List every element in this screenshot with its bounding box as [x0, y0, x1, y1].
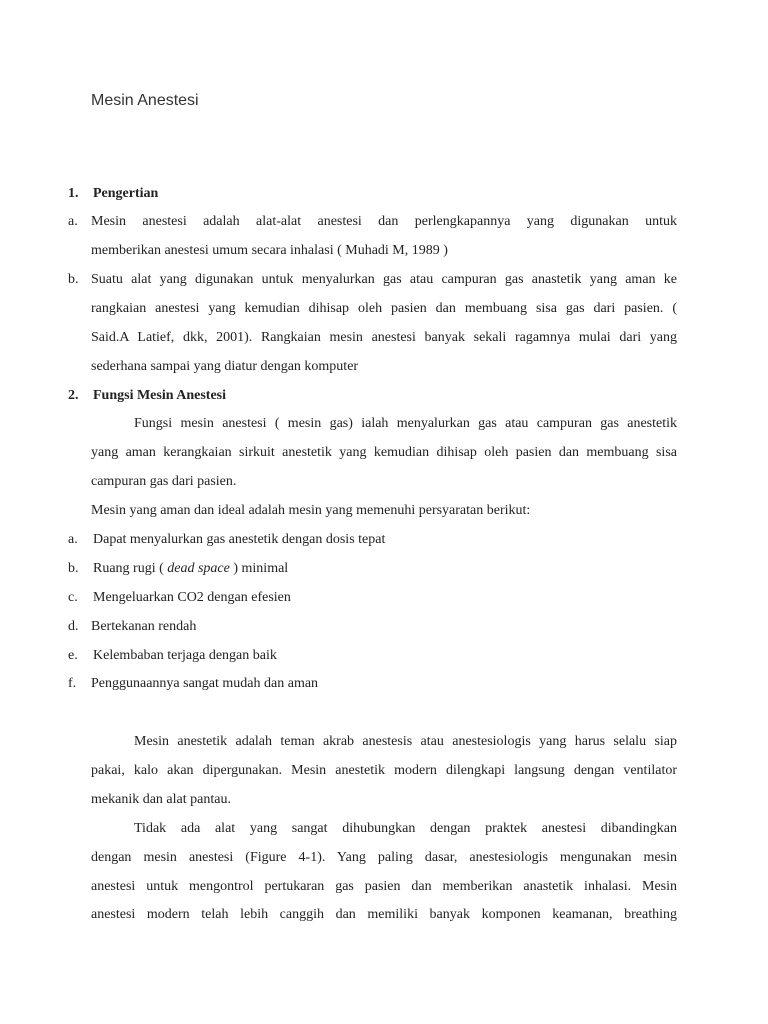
- list-item: [0, 558, 768, 580]
- list-marker: f.: [68, 676, 77, 691]
- paragraph-line: Suatu alat yang digunakan untuk menyalurkan gas atau campuran gas anastetik yang aman ke: [91, 272, 677, 287]
- paragraph-line: mekanik dan alat pantau.: [91, 792, 231, 807]
- text-line: [0, 240, 768, 262]
- list-item: [0, 645, 768, 667]
- section-heading-text: Fungsi Mesin Anestesi: [93, 388, 227, 403]
- text-line: [0, 500, 768, 522]
- document-title: Mesin Anestesi: [91, 92, 199, 109]
- list-item-text: Dapat menyalurkan gas anestetik dengan dosis tepat: [93, 532, 386, 547]
- list-item-text-after: ) minimal: [229, 561, 289, 576]
- list-item: [0, 529, 768, 551]
- list-marker: b.: [68, 272, 79, 287]
- text-line: [0, 356, 768, 378]
- list-item-text: Bertekanan rendah: [91, 619, 197, 634]
- paragraph-line: pakai, kalo akan dipergunakan. Mesin anestetik modern dilengkapi langsung dengan ventilator: [91, 763, 677, 778]
- text-line: [0, 760, 768, 782]
- text-line: [0, 442, 768, 464]
- list-item-text-before: Ruang rugi (: [93, 561, 168, 576]
- paragraph-line: yang aman kerangkaian sirkuit anestetik yang kemudian dihisap oleh pasien dan membuang sisa: [91, 445, 677, 460]
- paragraph-line: sederhana sampai yang diatur dengan komputer: [91, 359, 359, 374]
- text-line: [0, 298, 768, 320]
- paragraph-line: Mesin anestesi adalah alat-alat anestesi dan perlengkapannya yang digunakan untuk: [91, 214, 677, 229]
- paragraph-line: campuran gas dari pasien.: [91, 474, 237, 489]
- list-item-text: Penggunaannya sangat mudah dan aman: [91, 676, 319, 691]
- text-line: [0, 731, 768, 753]
- section-number: 2.: [68, 388, 79, 403]
- text-line: [0, 789, 768, 811]
- italic-term: dead space: [167, 561, 230, 576]
- section-2-heading: [0, 385, 768, 407]
- section-1-heading: [0, 183, 768, 205]
- paragraph-line: rangkaian anestesi yang kemudian dihisap oleh pasien dan membuang sisa gas dari pasien. (: [91, 301, 677, 316]
- text-line: [0, 876, 768, 898]
- text-line: [0, 904, 768, 926]
- paragraph-line: Said.A Latief, dkk, 2001). Rangkaian mesin anestesi banyak sekali ragamnya mulai dari yang: [91, 330, 677, 345]
- list-marker: e.: [68, 648, 78, 663]
- paragraph-line: Fungsi mesin anestesi ( mesin gas) ialah menyalurkan gas atau campuran gas anestetik: [134, 416, 677, 431]
- list-item: [0, 269, 768, 291]
- paragraph-line: dengan mesin anestesi (Figure 4-1). Yang paling dasar, anestesiologis mengunakan mesin: [91, 850, 677, 865]
- list-item: [0, 673, 768, 695]
- list-marker: d.: [68, 619, 79, 634]
- section-number: 1.: [68, 186, 79, 201]
- list-item: [0, 587, 768, 609]
- list-item-text: [93, 558, 288, 580]
- list-marker: b.: [68, 561, 79, 576]
- section-heading-text: Pengertian: [93, 186, 159, 201]
- paragraph-line: Mesin yang aman dan ideal adalah mesin yang memenuhi persyaratan berikut:: [91, 503, 531, 518]
- list-item: [0, 211, 768, 233]
- paragraph-line: anestesi modern telah lebih canggih dan memiliki banyak komponen keamanan, breathing: [91, 907, 677, 922]
- paragraph-line: anestesi untuk mengontrol pertukaran gas pasien dan memberikan anastetik inhalasi. Mesin: [91, 879, 677, 894]
- text-line: [0, 413, 768, 435]
- text-line: [0, 471, 768, 493]
- paragraph-line: memberikan anestesi umum secara inhalasi ( Muhadi M, 1989 ): [91, 243, 448, 258]
- list-marker: a.: [68, 214, 78, 229]
- list-marker: a.: [68, 532, 78, 547]
- list-item-text: Kelembaban terjaga dengan baik: [93, 648, 277, 663]
- paragraph-line: Mesin anestetik adalah teman akrab anestesis atau anestesiologis yang harus selalu siap: [134, 734, 677, 749]
- list-item: [0, 616, 768, 638]
- text-line: [0, 847, 768, 869]
- text-line: [0, 327, 768, 349]
- text-line: [0, 818, 768, 840]
- list-marker: c.: [68, 590, 78, 605]
- paragraph-line: Tidak ada alat yang sangat dihubungkan dengan praktek anestesi dibandingkan: [134, 821, 677, 836]
- list-item-text: Mengeluarkan CO2 dengan efesien: [93, 590, 291, 605]
